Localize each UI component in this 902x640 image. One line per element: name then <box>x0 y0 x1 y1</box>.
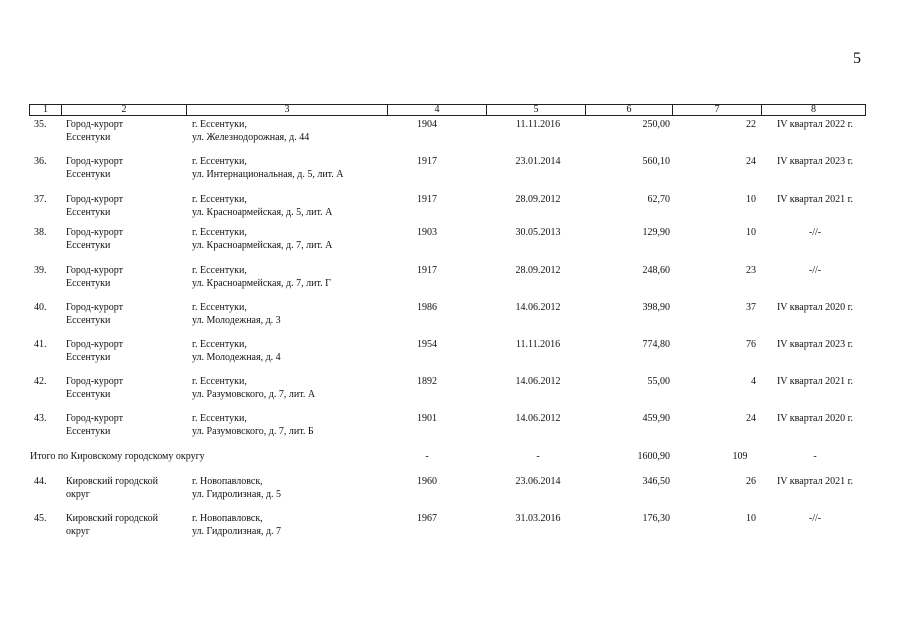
planned-quarter: IV квартал 2022 г. <box>776 119 854 130</box>
residents-count: 24 <box>746 413 756 424</box>
address <box>192 193 332 219</box>
municipality <box>66 155 123 181</box>
table-row <box>0 375 902 405</box>
address-line-2: ул. Молодежная, д. 4 <box>192 352 281 363</box>
municipality-line-2: округ <box>66 526 90 537</box>
municipality-line-1: Город-курорт <box>66 302 123 313</box>
header-col-5: 5 <box>487 105 586 115</box>
municipality-line-1: Кировский городской <box>66 513 158 524</box>
municipality-line-2: Ессентуки <box>66 207 111 218</box>
table-row <box>0 118 902 148</box>
municipality-line-1: Город-курорт <box>66 265 123 276</box>
residents-count: 26 <box>746 476 756 487</box>
construction-year: 1892 <box>417 376 437 387</box>
row-number: 38. <box>34 227 47 238</box>
total-quarter: - <box>813 451 817 462</box>
total-residents: 109 <box>732 451 748 462</box>
table-row <box>0 475 902 505</box>
municipality-line-2: Ессентуки <box>66 278 111 289</box>
planned-quarter: IV квартал 2023 г. <box>776 339 854 350</box>
address-line-2: ул. Железнодорожная, д. 44 <box>192 132 310 143</box>
address <box>192 155 344 181</box>
residents-count: 4 <box>751 376 756 387</box>
residents-count: 10 <box>746 194 756 205</box>
header-col-3: 3 <box>187 105 388 115</box>
construction-year: 1967 <box>417 513 437 524</box>
address <box>192 512 281 538</box>
row-number: 36. <box>34 156 47 167</box>
address-line-2: ул. Интернациональная, д. 5, лит. А <box>192 169 344 180</box>
address-line-1: г. Ессентуки, <box>192 156 247 167</box>
address-line-2: ул. Молодежная, д. 3 <box>192 315 281 326</box>
construction-year: 1917 <box>417 265 437 276</box>
header-col-7: 7 <box>673 105 762 115</box>
planned-quarter: IV квартал 2021 г. <box>776 476 854 487</box>
construction-year: 1901 <box>417 413 437 424</box>
address <box>192 375 315 401</box>
municipality <box>66 226 123 252</box>
area-value: 774,80 <box>642 339 670 350</box>
inspection-date: 23.06.2014 <box>515 476 561 487</box>
header-col-8: 8 <box>811 104 816 115</box>
planned-quarter: IV квартал 2020 г. <box>776 302 854 313</box>
construction-year: 1917 <box>417 194 437 205</box>
header-col-6: 6 <box>586 105 673 115</box>
total-date: - <box>536 451 540 462</box>
area-value: 129,90 <box>642 227 670 238</box>
row-number: 43. <box>34 413 47 424</box>
inspection-date: 28.09.2012 <box>515 265 561 276</box>
address-line-1: г. Новопавловск, <box>192 476 263 487</box>
inspection-date: 11.11.2016 <box>515 119 561 130</box>
municipality <box>66 375 123 401</box>
address <box>192 301 281 327</box>
municipality-line-2: Ессентуки <box>66 169 111 180</box>
area-value: 459,90 <box>642 413 670 424</box>
total-area: 1600,90 <box>637 451 670 462</box>
address-line-2: ул. Красноармейская, д. 7, лит. Г <box>192 278 331 289</box>
address-line-2: ул. Разумовского, д. 7, лит. Б <box>192 426 314 437</box>
table-row <box>0 412 902 442</box>
address-line-1: г. Ессентуки, <box>192 194 247 205</box>
address <box>192 226 332 252</box>
table-row <box>0 264 902 294</box>
total-year: - <box>425 451 429 462</box>
area-value: 346,50 <box>642 476 670 487</box>
planned-quarter: -//- <box>808 265 822 276</box>
row-number: 42. <box>34 376 47 387</box>
residents-count: 10 <box>746 513 756 524</box>
area-value: 250,00 <box>642 119 670 130</box>
address-line-1: г. Ессентуки, <box>192 227 247 238</box>
construction-year: 1986 <box>417 302 437 313</box>
municipality <box>66 338 123 364</box>
construction-year: 1917 <box>417 156 437 167</box>
table-row <box>0 338 902 368</box>
table-row <box>0 301 902 331</box>
municipality-line-1: Город-курорт <box>66 376 123 387</box>
municipality-line-2: Ессентуки <box>66 389 111 400</box>
inspection-date: 23.01.2014 <box>515 156 561 167</box>
planned-quarter: IV квартал 2020 г. <box>776 413 854 424</box>
inspection-date: 31.03.2016 <box>515 513 561 524</box>
area-value: 176,30 <box>642 513 670 524</box>
table-row <box>0 155 902 185</box>
residents-count: 76 <box>746 339 756 350</box>
area-value: 398,90 <box>642 302 670 313</box>
municipality-line-2: Ессентуки <box>66 315 111 326</box>
address-line-1: г. Ессентуки, <box>192 376 247 387</box>
area-value: 62,70 <box>647 194 670 205</box>
residents-count: 37 <box>746 302 756 313</box>
address-line-1: г. Ессентуки, <box>192 119 247 130</box>
address-line-1: г. Новопавловск, <box>192 513 263 524</box>
address-line-2: ул. Красноармейская, д. 5, лит. А <box>192 207 333 218</box>
municipality-line-1: Город-курорт <box>66 194 123 205</box>
row-number: 35. <box>34 119 47 130</box>
municipality-line-2: Ессентуки <box>66 352 111 363</box>
area-value: 55,00 <box>647 376 670 387</box>
address <box>192 475 281 501</box>
municipality-line-1: Город-курорт <box>66 339 123 350</box>
municipality-line-2: округ <box>66 489 90 500</box>
row-number: 45. <box>34 513 47 524</box>
construction-year: 1903 <box>417 227 437 238</box>
municipality <box>66 118 123 144</box>
row-number: 37. <box>34 194 47 205</box>
planned-quarter: -//- <box>808 227 822 238</box>
page-number: 5 <box>853 50 861 67</box>
inspection-date: 11.11.2016 <box>515 339 561 350</box>
municipality <box>66 475 158 501</box>
municipality-line-2: Ессентуки <box>66 132 111 143</box>
planned-quarter: IV квартал 2021 г. <box>776 194 854 205</box>
municipality <box>66 264 123 290</box>
planned-quarter: IV квартал 2021 г. <box>776 376 854 387</box>
header-col-1: 1 <box>30 105 62 115</box>
municipality <box>66 301 123 327</box>
address-line-1: г. Ессентуки, <box>192 302 247 313</box>
inspection-date: 14.06.2012 <box>515 302 561 313</box>
address <box>192 338 281 364</box>
municipality-line-2: Ессентуки <box>66 426 111 437</box>
municipality-line-1: Город-курорт <box>66 227 123 238</box>
residents-count: 10 <box>746 227 756 238</box>
inspection-date: 14.06.2012 <box>515 376 561 387</box>
row-number: 41. <box>34 339 47 350</box>
address <box>192 412 314 438</box>
address-line-1: г. Ессентуки, <box>192 339 247 350</box>
municipality-line-1: Город-курорт <box>66 156 123 167</box>
residents-count: 24 <box>746 156 756 167</box>
table-row <box>0 512 902 542</box>
address-line-2: ул. Гидролизная, д. 7 <box>192 526 282 537</box>
address-line-1: г. Ессентуки, <box>192 265 247 276</box>
address-line-2: ул. Разумовского, д. 7, лит. А <box>192 389 316 400</box>
municipality-line-1: Город-курорт <box>66 119 123 130</box>
address-line-1: г. Ессентуки, <box>192 413 247 424</box>
construction-year: 1904 <box>417 119 437 130</box>
row-number: 40. <box>34 302 47 313</box>
inspection-date: 14.06.2012 <box>515 413 561 424</box>
construction-year: 1960 <box>417 476 437 487</box>
address-line-2: ул. Красноармейская, д. 7, лит. А <box>192 240 333 251</box>
row-number: 39. <box>34 265 47 276</box>
inspection-date: 30.05.2013 <box>515 227 561 238</box>
row-number: 44. <box>34 476 47 487</box>
municipality-line-1: Город-курорт <box>66 413 123 424</box>
total-row <box>0 450 902 464</box>
header-col-4: 4 <box>388 105 487 115</box>
planned-quarter: -//- <box>808 513 822 524</box>
municipality-line-1: Кировский городской <box>66 476 158 487</box>
address-line-2: ул. Гидролизная, д. 5 <box>192 489 282 500</box>
address <box>192 118 309 144</box>
planned-quarter: IV квартал 2023 г. <box>776 156 854 167</box>
table-row <box>0 193 902 223</box>
area-value: 248,60 <box>642 265 670 276</box>
residents-count: 23 <box>746 265 756 276</box>
municipality <box>66 512 158 538</box>
address <box>192 264 331 290</box>
total-label: Итого по Кировскому городскому округу <box>30 451 205 462</box>
municipality-line-2: Ессентуки <box>66 240 111 251</box>
residents-count: 22 <box>746 119 756 130</box>
header-col-2: 2 <box>62 105 187 115</box>
inspection-date: 28.09.2012 <box>515 194 561 205</box>
municipality <box>66 412 123 438</box>
construction-year: 1954 <box>417 339 437 350</box>
table-row <box>0 226 902 256</box>
column-number-header <box>29 104 866 116</box>
area-value: 560,10 <box>642 156 670 167</box>
municipality <box>66 193 123 219</box>
